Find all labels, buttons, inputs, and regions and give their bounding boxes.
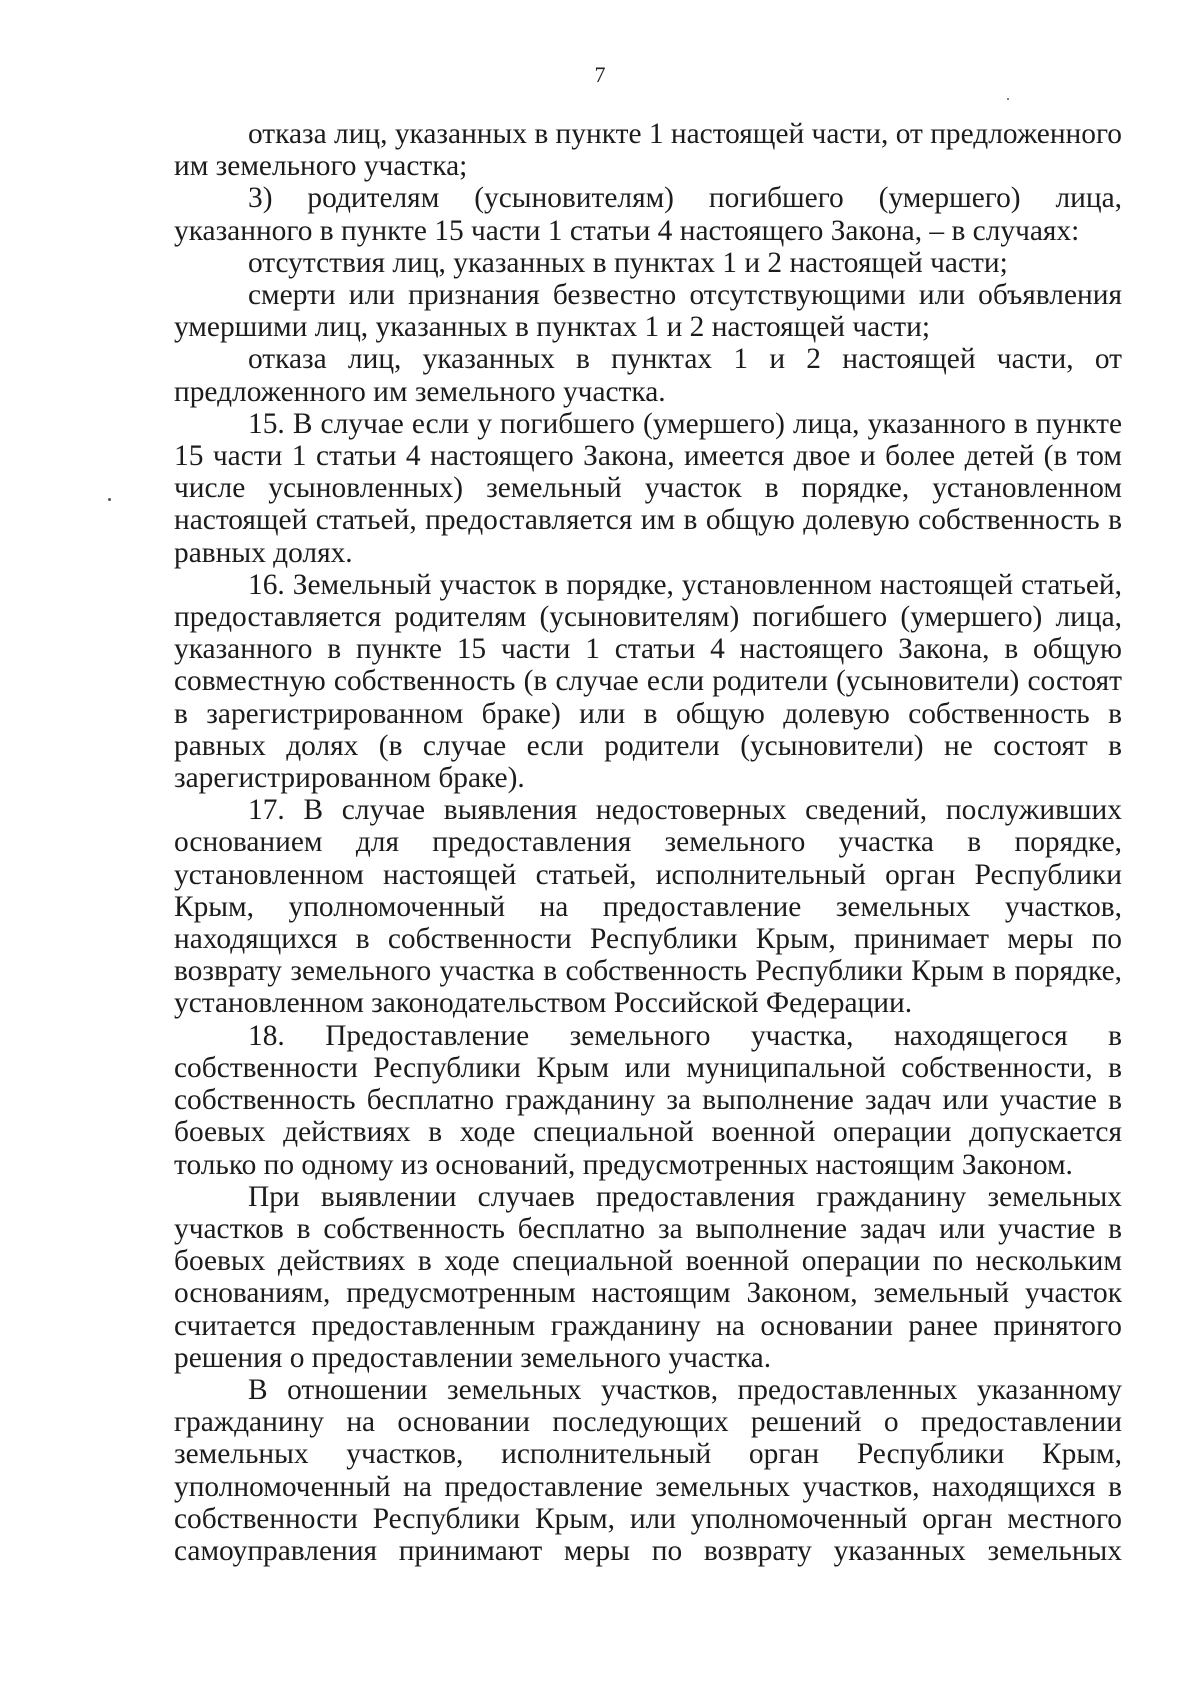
paragraph-1: отказа лиц, указанных в пункте 1 настоящей части, от предложенного им земельного участка; bbox=[174, 118, 1122, 183]
paragraph-8: 17. В случае выявления недостоверных сведений, послуживших основанием для предоставления земельного участка в порядке, установленном настоящей статьей, исполнительный орган Республики Крым, уполномоченный на предоставление земельных участков, находящихся в собственности Республики Крым, принимает меры по возврату земельного участка в собственность Республики Крым в порядке, установленном законодательством Российской Федерации. bbox=[174, 794, 1122, 1020]
page-number: 7 bbox=[594, 62, 606, 87]
document-body bbox=[174, 118, 1122, 1567]
paragraph-4: смерти или признания безвестно отсутствующими или объявления умершими лиц, указанных в пунктах 1 и 2 настоящей части; bbox=[174, 279, 1122, 344]
paragraph-5: отказа лиц, указанных в пунктах 1 и 2 настоящей части, от предложенного им земельного участка. bbox=[174, 343, 1122, 408]
paragraph-6: 15. В случае если у погибшего (умершего) лица, указанного в пункте 15 части 1 статьи 4 настоящего Закона, имеется двое и более детей (в том числе усыновленных) земельный участок в порядке, установленном настоящей статьей, предоставляется им в общую долевую собственность в равных долях. bbox=[174, 407, 1122, 569]
paragraph-11: В отношении земельных участков, предоставленных указанному гражданину на основании последующих решений о предоставлении земельных участков, исполнительный орган Республики Крым, уполномоченный на предоставление земельных участков, находящихся в собственности Республики Крым, или уполномоченный орган местного самоуправления принимают меры по возврату указанных земельных bbox=[174, 1373, 1122, 1567]
paragraph-2: 3) родителям (усыновителям) погибшего (умершего) лица, указанного в пункте 15 части 1 статьи 4 настоящего Закона, – в случаях: bbox=[174, 182, 1122, 247]
paragraph-3: отсутствия лиц, указанных в пунктах 1 и 2 настоящей части; bbox=[248, 246, 1008, 279]
scan-speck bbox=[1007, 98, 1009, 100]
paragraph-7: 16. Земельный участок в порядке, установленном настоящей статьей, предоставляется родителям (усыновителям) погибшего (умершего) лица, указанного в пункте 15 части 1 статьи 4 настоящего Закона, в общую совместную собственность (в случае если родители (усыновители) состоят в зарегистрированном браке) или в общую долевую собственность в равных долях (в случае если родители (усыновители) не состоят в зарегистрированном браке). bbox=[174, 568, 1122, 795]
paragraph-10: При выявлении случаев предоставления гражданину земельных участков в собственность бесплатно за выполнение задач или участие в боевых действиях в ходе специальной военной операции по нескольким основаниям, предусмотренным настоящим Законом, земельный участок считается предоставленным гражданину на основании ранее принятого решения о предоставлении земельного участка. bbox=[174, 1180, 1122, 1374]
paragraph-9: 18. Предоставление земельного участка, находящегося в собственности Республики Крым или муниципальной собственности, в собственность бесплатно гражданину за выполнение задач или участие в боевых действиях в ходе специальной военной операции допускается только по одному из оснований, предусмотренных настоящим Законом. bbox=[174, 1019, 1122, 1181]
scan-speck bbox=[108, 498, 111, 501]
